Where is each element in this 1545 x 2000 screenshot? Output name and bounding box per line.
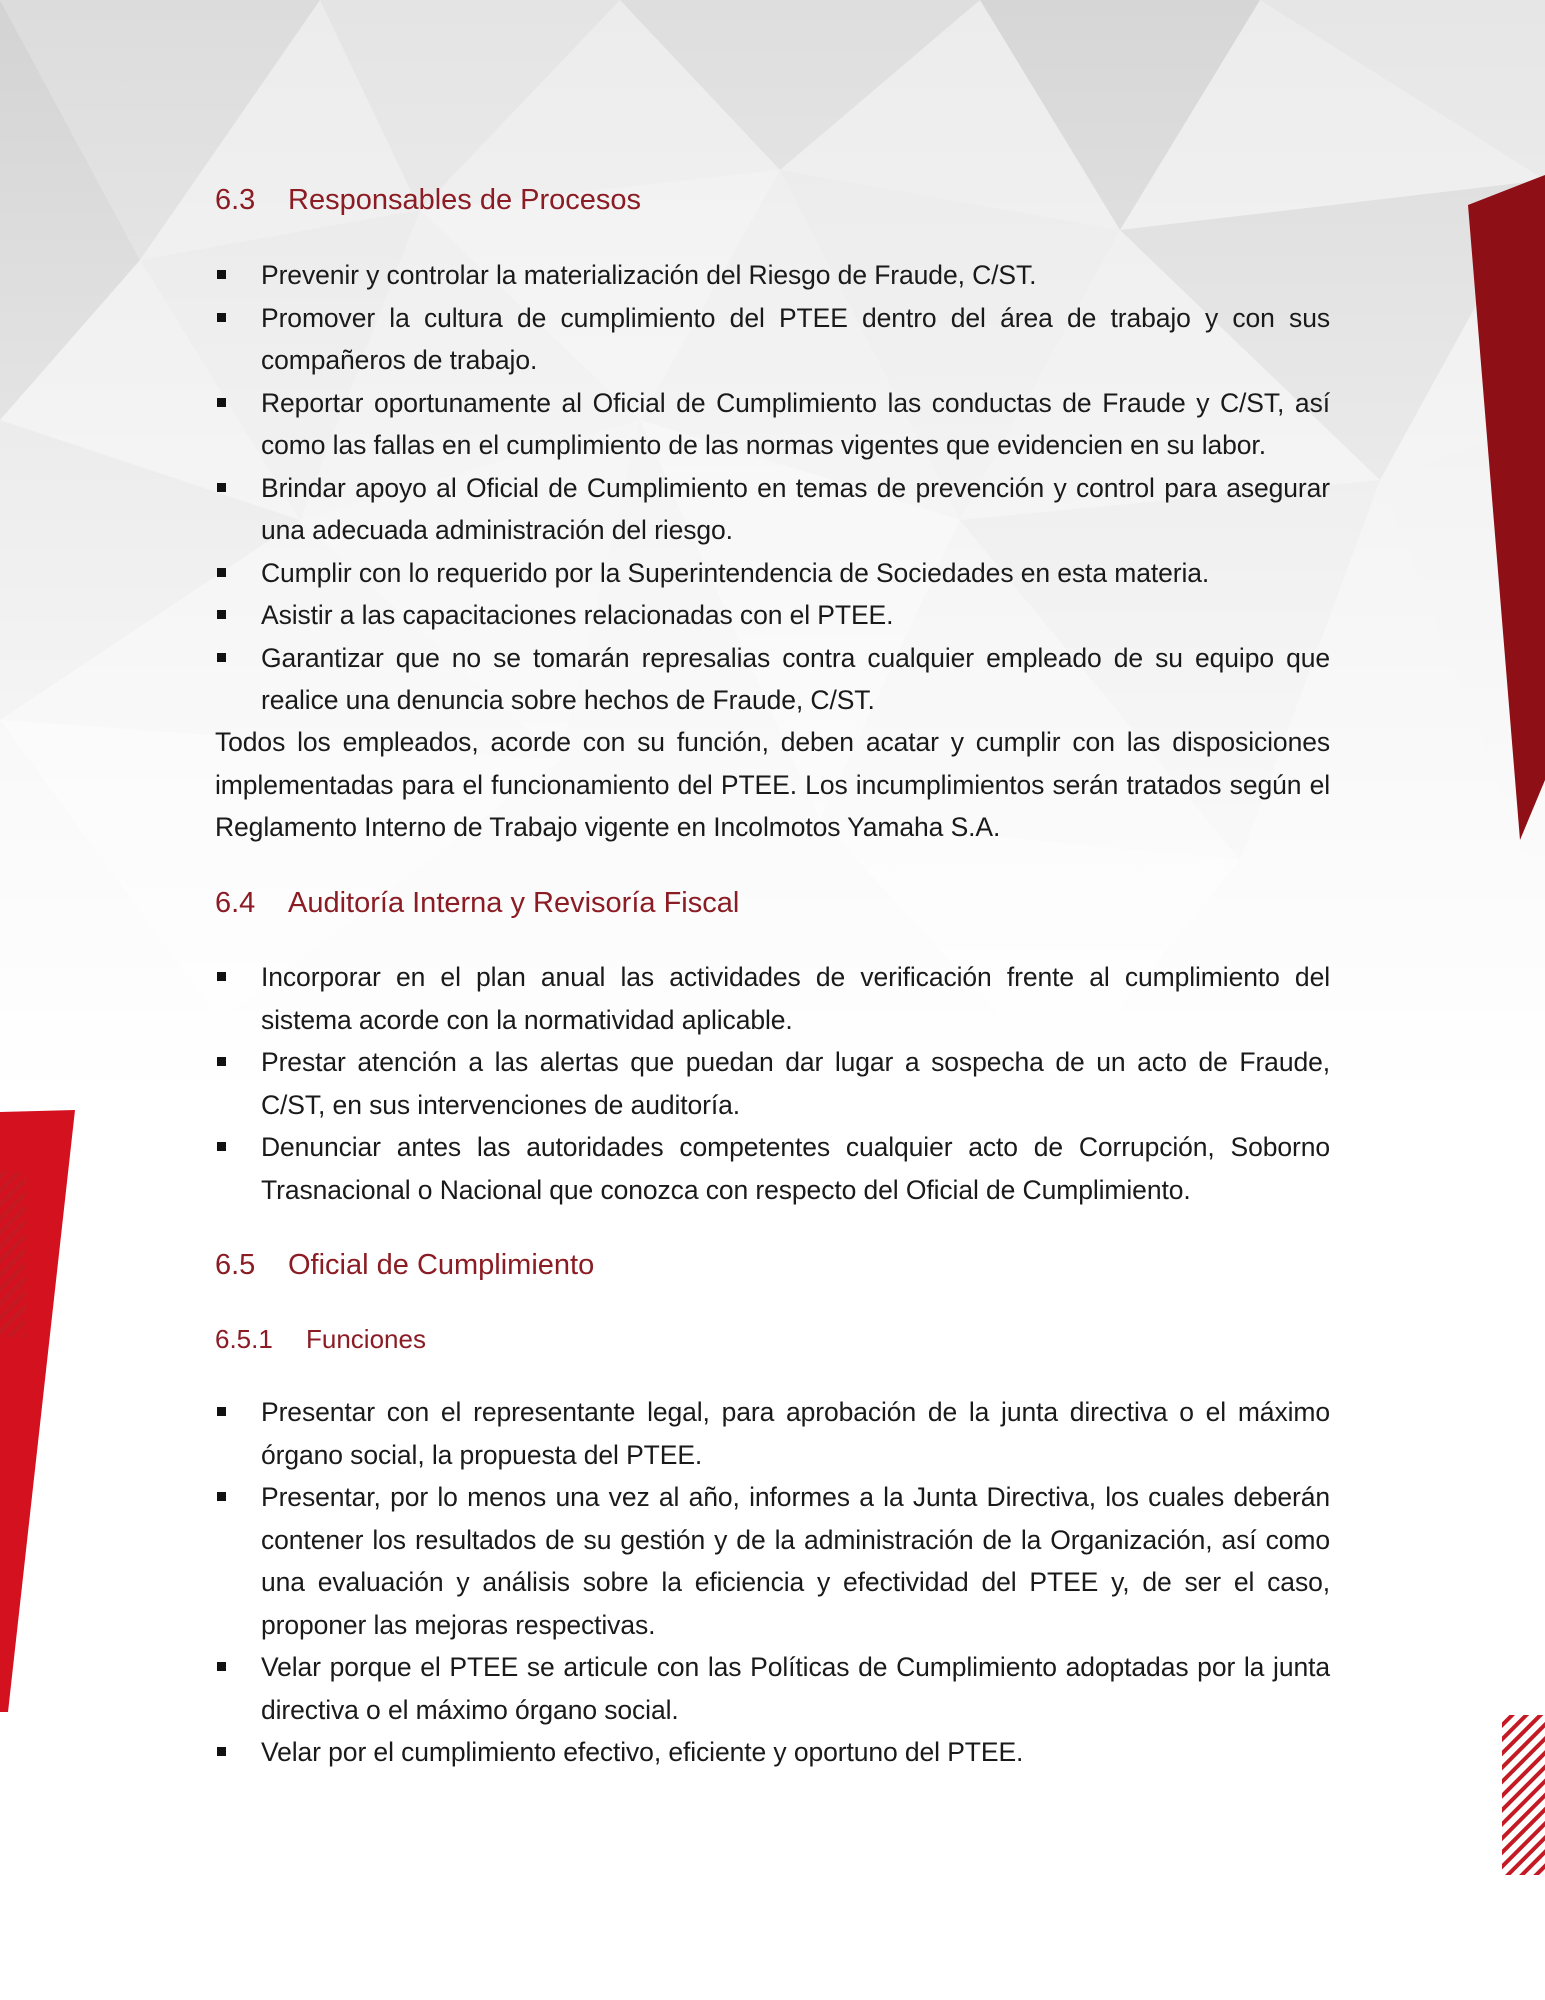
bullet-square-icon	[217, 398, 226, 407]
bullet-square-icon	[217, 483, 226, 492]
section-number: 6.3	[215, 184, 256, 216]
section-heading-6-3	[215, 182, 641, 218]
list-item: Garantizar que no se tomarán represalias contra cualquier empleado de su equipo que realice una denuncia sobre hechos de Fraude, C/ST.	[215, 637, 1330, 722]
section-heading-6-5	[215, 1247, 594, 1283]
list-item: Denunciar antes las autoridades competentes cualquier acto de Corrupción, Soborno Trasnacional o Nacional que conozca con respecto del Oficial de Cumplimiento.	[215, 1126, 1330, 1211]
bullet-square-icon	[217, 1057, 226, 1066]
paragraph-compliance: Todos los empleados, acorde con su función, deben acatar y cumplir con las disposiciones implementadas para el funcionamiento del PTEE. Los incumplimientos serán tratados según el Reglamento Interno de Trabajo vigente en Incolmotos Yamaha S.A.	[215, 727, 1330, 842]
hatch-bottom-right	[1502, 1715, 1545, 1875]
bullet-square-icon	[217, 313, 226, 322]
list-item: Prestar atención a las alertas que puedan dar lugar a sospecha de un acto de Fraude, C/ST, en sus intervenciones de auditoría.	[215, 1041, 1330, 1126]
list-item: Velar por el cumplimiento efectivo, eficiente y oportuno del PTEE.	[215, 1731, 1330, 1774]
bullet-square-icon	[217, 1142, 226, 1151]
section-title: Oficial de Cumplimiento	[288, 1249, 595, 1281]
bullet-square-icon	[217, 1747, 226, 1756]
list-item: Asistir a las capacitaciones relacionadas con el PTEE.	[215, 594, 1330, 637]
bullet-square-icon	[217, 1492, 226, 1501]
section-heading-6-4	[215, 885, 739, 921]
bullet-list-6-4	[215, 956, 1330, 1211]
bullet-square-icon	[217, 568, 226, 577]
bullet-square-icon	[217, 1662, 226, 1671]
list-item: Velar porque el PTEE se articule con las Políticas de Cumplimiento adoptadas por la junta directiva o el máximo órgano social.	[215, 1646, 1330, 1731]
bullet-square-icon	[217, 653, 226, 662]
section-number: 6.5	[215, 1249, 256, 1281]
red-stripe-left	[0, 1110, 75, 1712]
list-item: Promover la cultura de cumplimiento del PTEE dentro del área de trabajo y con sus compañeros de trabajo.	[215, 297, 1330, 382]
subsection-heading-6-5-1	[215, 1322, 426, 1356]
list-item: Reportar oportunamente al Oficial de Cumplimiento las conductas de Fraude y C/ST, así como las fallas en el cumplimiento de las normas vigentes que evidencien en su labor.	[215, 382, 1330, 467]
section-title: Auditoría Interna y Revisoría Fiscal	[288, 887, 740, 919]
subsection-title: Funciones	[306, 1324, 426, 1354]
list-item: Prevenir y controlar la materialización del Riesgo de Fraude, C/ST.	[215, 254, 1330, 297]
bullet-list-6-3	[215, 254, 1330, 722]
section-title: Responsables de Procesos	[288, 184, 642, 216]
section-number: 6.4	[215, 887, 256, 919]
bullet-square-icon	[217, 1407, 226, 1416]
list-item: Presentar, por lo menos una vez al año, informes a la Junta Directiva, los cuales deberán contener los resultados de su gestión y de la administración de la Organización, así como una evaluación y análisis sobre la eficiencia y efectividad del PTEE y, de ser el caso, proponer las mejoras respectivas.	[215, 1476, 1330, 1646]
list-item: Brindar apoyo al Oficial de Cumplimiento en temas de prevención y control para asegurar una adecuada administración del riesgo.	[215, 467, 1330, 552]
list-item: Incorporar en el plan anual las actividades de verificación frente al cumplimiento del sistema acorde con la normatividad aplicable.	[215, 956, 1330, 1041]
list-item: Cumplir con lo requerido por la Superintendencia de Sociedades en esta materia.	[215, 552, 1330, 595]
subsection-number: 6.5.1	[215, 1324, 273, 1354]
bullet-list-6-5-1	[215, 1391, 1330, 1774]
list-item: Presentar con el representante legal, para aprobación de la junta directiva o el máximo órgano social, la propuesta del PTEE.	[215, 1391, 1330, 1476]
bullet-square-icon	[217, 610, 226, 619]
bullet-square-icon	[217, 972, 226, 981]
bullet-square-icon	[217, 270, 226, 279]
